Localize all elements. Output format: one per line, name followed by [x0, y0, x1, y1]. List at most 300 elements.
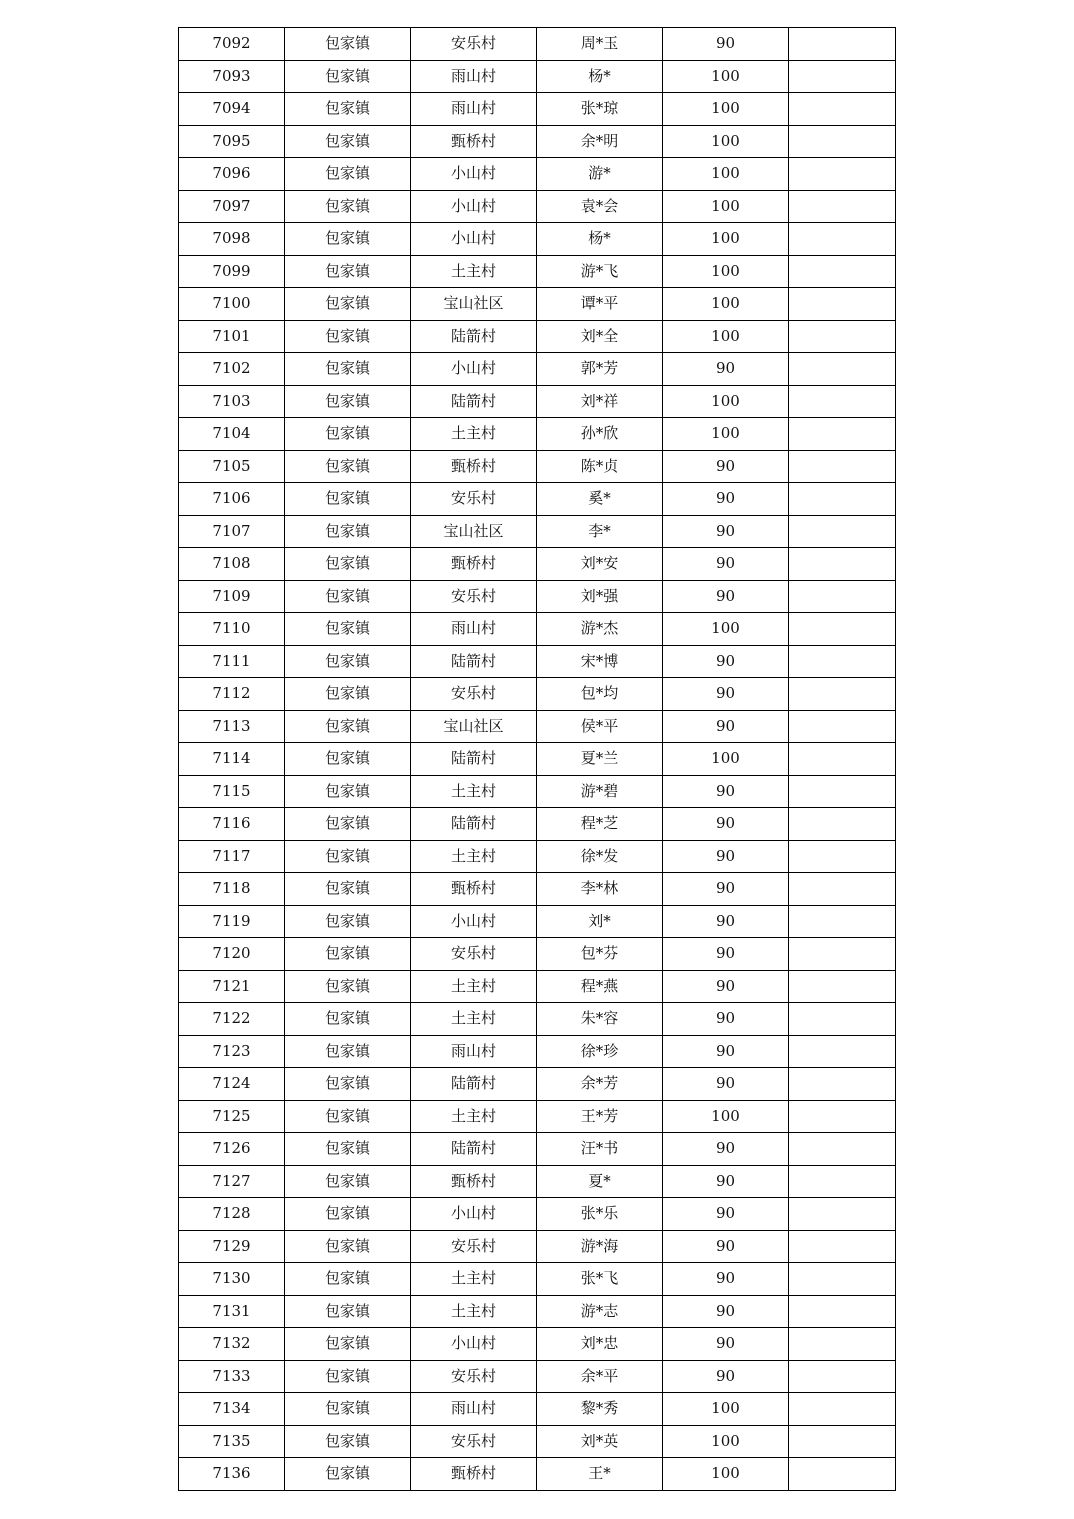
- name-cell: 刘*祥: [537, 385, 663, 418]
- amount-cell: 90: [663, 645, 789, 678]
- town-cell: 包家镇: [285, 645, 411, 678]
- table-row: [179, 288, 896, 321]
- amount-cell: 100: [663, 158, 789, 191]
- village-cell: 小山村: [411, 1328, 537, 1361]
- name-cell: 袁*会: [537, 190, 663, 223]
- town-cell: 包家镇: [285, 93, 411, 126]
- table-row: [179, 1263, 896, 1296]
- village-cell: 安乐村: [411, 28, 537, 61]
- town-cell: 包家镇: [285, 353, 411, 386]
- note-cell: [789, 190, 896, 223]
- town-cell: 包家镇: [285, 970, 411, 1003]
- town-cell: 包家镇: [285, 1100, 411, 1133]
- town-cell: 包家镇: [285, 1068, 411, 1101]
- note-cell: [789, 1100, 896, 1133]
- amount-cell: 90: [663, 1068, 789, 1101]
- name-cell: 张*乐: [537, 1198, 663, 1231]
- town-cell: 包家镇: [285, 1458, 411, 1491]
- serial-number-cell: 7103: [179, 385, 285, 418]
- name-cell: 谭*平: [537, 288, 663, 321]
- table-row: [179, 1035, 896, 1068]
- name-cell: 包*均: [537, 678, 663, 711]
- village-cell: 宝山社区: [411, 710, 537, 743]
- town-cell: 包家镇: [285, 840, 411, 873]
- town-cell: 包家镇: [285, 775, 411, 808]
- village-cell: 小山村: [411, 1198, 537, 1231]
- table-row: [179, 710, 896, 743]
- table-row: [179, 743, 896, 776]
- amount-cell: 90: [663, 1165, 789, 1198]
- name-cell: 孙*欣: [537, 418, 663, 451]
- town-cell: 包家镇: [285, 905, 411, 938]
- serial-number-cell: 7123: [179, 1035, 285, 1068]
- note-cell: [789, 1360, 896, 1393]
- note-cell: [789, 125, 896, 158]
- table-row: [179, 60, 896, 93]
- serial-number-cell: 7121: [179, 970, 285, 1003]
- serial-number-cell: 7111: [179, 645, 285, 678]
- village-cell: 土主村: [411, 1100, 537, 1133]
- serial-number-cell: 7104: [179, 418, 285, 451]
- town-cell: 包家镇: [285, 1133, 411, 1166]
- serial-number-cell: 7107: [179, 515, 285, 548]
- town-cell: 包家镇: [285, 1328, 411, 1361]
- village-cell: 陆箭村: [411, 1133, 537, 1166]
- amount-cell: 100: [663, 93, 789, 126]
- amount-cell: 100: [663, 223, 789, 256]
- note-cell: [789, 580, 896, 613]
- town-cell: 包家镇: [285, 1295, 411, 1328]
- table-row: [179, 678, 896, 711]
- serial-number-cell: 7093: [179, 60, 285, 93]
- note-cell: [789, 1393, 896, 1426]
- village-cell: 甄桥村: [411, 548, 537, 581]
- town-cell: 包家镇: [285, 320, 411, 353]
- table-row: [179, 353, 896, 386]
- town-cell: 包家镇: [285, 1165, 411, 1198]
- serial-number-cell: 7120: [179, 938, 285, 971]
- name-cell: 刘*忠: [537, 1328, 663, 1361]
- town-cell: 包家镇: [285, 808, 411, 841]
- town-cell: 包家镇: [285, 255, 411, 288]
- village-cell: 雨山村: [411, 1035, 537, 1068]
- serial-number-cell: 7129: [179, 1230, 285, 1263]
- table-row: [179, 905, 896, 938]
- serial-number-cell: 7116: [179, 808, 285, 841]
- name-cell: 游*海: [537, 1230, 663, 1263]
- name-cell: 李*: [537, 515, 663, 548]
- name-cell: 刘*安: [537, 548, 663, 581]
- note-cell: [789, 645, 896, 678]
- serial-number-cell: 7117: [179, 840, 285, 873]
- name-cell: 余*明: [537, 125, 663, 158]
- note-cell: [789, 938, 896, 971]
- table-row: [179, 1328, 896, 1361]
- note-cell: [789, 1328, 896, 1361]
- village-cell: 甄桥村: [411, 1458, 537, 1491]
- table-row: [179, 1295, 896, 1328]
- amount-cell: 100: [663, 288, 789, 321]
- town-cell: 包家镇: [285, 580, 411, 613]
- name-cell: 张*飞: [537, 1263, 663, 1296]
- note-cell: [789, 60, 896, 93]
- village-cell: 土主村: [411, 1003, 537, 1036]
- note-cell: [789, 808, 896, 841]
- amount-cell: 90: [663, 1230, 789, 1263]
- serial-number-cell: 7132: [179, 1328, 285, 1361]
- note-cell: [789, 353, 896, 386]
- serial-number-cell: 7130: [179, 1263, 285, 1296]
- serial-number-cell: 7134: [179, 1393, 285, 1426]
- town-cell: 包家镇: [285, 28, 411, 61]
- village-cell: 小山村: [411, 905, 537, 938]
- village-cell: 安乐村: [411, 1360, 537, 1393]
- amount-cell: 90: [663, 1328, 789, 1361]
- serial-number-cell: 7096: [179, 158, 285, 191]
- name-cell: 游*杰: [537, 613, 663, 646]
- note-cell: [789, 320, 896, 353]
- table-row: [179, 418, 896, 451]
- name-cell: 陈*贞: [537, 450, 663, 483]
- table-row: [179, 873, 896, 906]
- village-cell: 陆箭村: [411, 1068, 537, 1101]
- table-row: [179, 1165, 896, 1198]
- amount-cell: 90: [663, 710, 789, 743]
- village-cell: 土主村: [411, 255, 537, 288]
- town-cell: 包家镇: [285, 613, 411, 646]
- note-cell: [789, 158, 896, 191]
- village-cell: 陆箭村: [411, 385, 537, 418]
- name-cell: 程*燕: [537, 970, 663, 1003]
- table-row: [179, 613, 896, 646]
- village-cell: 宝山社区: [411, 515, 537, 548]
- amount-cell: 90: [663, 1263, 789, 1296]
- village-cell: 宝山社区: [411, 288, 537, 321]
- note-cell: [789, 1035, 896, 1068]
- table-row: [179, 93, 896, 126]
- note-cell: [789, 678, 896, 711]
- name-cell: 周*玉: [537, 28, 663, 61]
- serial-number-cell: 7094: [179, 93, 285, 126]
- table-row: [179, 938, 896, 971]
- village-cell: 小山村: [411, 223, 537, 256]
- name-cell: 奚*: [537, 483, 663, 516]
- table-row: [179, 840, 896, 873]
- amount-cell: 90: [663, 1133, 789, 1166]
- amount-cell: 90: [663, 1295, 789, 1328]
- table-row: [179, 125, 896, 158]
- note-cell: [789, 1295, 896, 1328]
- table-row: [179, 1133, 896, 1166]
- village-cell: 安乐村: [411, 1425, 537, 1458]
- village-cell: 甄桥村: [411, 450, 537, 483]
- name-cell: 徐*珍: [537, 1035, 663, 1068]
- village-cell: 陆箭村: [411, 743, 537, 776]
- amount-cell: 100: [663, 1425, 789, 1458]
- village-cell: 安乐村: [411, 678, 537, 711]
- serial-number-cell: 7101: [179, 320, 285, 353]
- table-row: [179, 970, 896, 1003]
- table-row: [179, 1198, 896, 1231]
- serial-number-cell: 7115: [179, 775, 285, 808]
- serial-number-cell: 7110: [179, 613, 285, 646]
- serial-number-cell: 7127: [179, 1165, 285, 1198]
- name-cell: 夏*: [537, 1165, 663, 1198]
- name-cell: 王*芳: [537, 1100, 663, 1133]
- table-row: [179, 775, 896, 808]
- amount-cell: 90: [663, 775, 789, 808]
- amount-cell: 90: [663, 1360, 789, 1393]
- town-cell: 包家镇: [285, 1360, 411, 1393]
- name-cell: 汪*书: [537, 1133, 663, 1166]
- amount-cell: 90: [663, 548, 789, 581]
- note-cell: [789, 743, 896, 776]
- name-cell: 包*芬: [537, 938, 663, 971]
- serial-number-cell: 7126: [179, 1133, 285, 1166]
- village-cell: 雨山村: [411, 613, 537, 646]
- name-cell: 刘*英: [537, 1425, 663, 1458]
- note-cell: [789, 483, 896, 516]
- note-cell: [789, 840, 896, 873]
- note-cell: [789, 418, 896, 451]
- amount-cell: 100: [663, 190, 789, 223]
- village-cell: 土主村: [411, 840, 537, 873]
- table-row: [179, 580, 896, 613]
- town-cell: 包家镇: [285, 190, 411, 223]
- village-cell: 安乐村: [411, 580, 537, 613]
- name-cell: 余*芳: [537, 1068, 663, 1101]
- serial-number-cell: 7095: [179, 125, 285, 158]
- note-cell: [789, 1133, 896, 1166]
- amount-cell: 90: [663, 1198, 789, 1231]
- note-cell: [789, 613, 896, 646]
- name-cell: 侯*平: [537, 710, 663, 743]
- town-cell: 包家镇: [285, 1263, 411, 1296]
- town-cell: 包家镇: [285, 1393, 411, 1426]
- amount-cell: 90: [663, 28, 789, 61]
- serial-number-cell: 7136: [179, 1458, 285, 1491]
- serial-number-cell: 7108: [179, 548, 285, 581]
- village-cell: 小山村: [411, 158, 537, 191]
- serial-number-cell: 7092: [179, 28, 285, 61]
- name-cell: 游*碧: [537, 775, 663, 808]
- village-cell: 甄桥村: [411, 125, 537, 158]
- note-cell: [789, 515, 896, 548]
- serial-number-cell: 7118: [179, 873, 285, 906]
- town-cell: 包家镇: [285, 125, 411, 158]
- note-cell: [789, 873, 896, 906]
- table-row: [179, 320, 896, 353]
- table-row: [179, 645, 896, 678]
- note-cell: [789, 970, 896, 1003]
- town-cell: 包家镇: [285, 743, 411, 776]
- name-cell: 程*芝: [537, 808, 663, 841]
- amount-cell: 90: [663, 873, 789, 906]
- village-cell: 甄桥村: [411, 873, 537, 906]
- serial-number-cell: 7113: [179, 710, 285, 743]
- serial-number-cell: 7105: [179, 450, 285, 483]
- town-cell: 包家镇: [285, 710, 411, 743]
- amount-cell: 100: [663, 125, 789, 158]
- town-cell: 包家镇: [285, 1425, 411, 1458]
- village-cell: 陆箭村: [411, 808, 537, 841]
- name-cell: 徐*发: [537, 840, 663, 873]
- table-row: [179, 158, 896, 191]
- name-cell: 王*: [537, 1458, 663, 1491]
- note-cell: [789, 28, 896, 61]
- amount-cell: 90: [663, 1035, 789, 1068]
- table-row: [179, 808, 896, 841]
- serial-number-cell: 7131: [179, 1295, 285, 1328]
- town-cell: 包家镇: [285, 158, 411, 191]
- town-cell: 包家镇: [285, 1198, 411, 1231]
- serial-number-cell: 7135: [179, 1425, 285, 1458]
- table-row: [179, 385, 896, 418]
- name-cell: 夏*兰: [537, 743, 663, 776]
- serial-number-cell: 7125: [179, 1100, 285, 1133]
- name-cell: 游*飞: [537, 255, 663, 288]
- note-cell: [789, 1003, 896, 1036]
- amount-cell: 100: [663, 1100, 789, 1133]
- name-cell: 游*志: [537, 1295, 663, 1328]
- note-cell: [789, 255, 896, 288]
- name-cell: 游*: [537, 158, 663, 191]
- amount-cell: 100: [663, 1393, 789, 1426]
- serial-number-cell: 7106: [179, 483, 285, 516]
- serial-number-cell: 7124: [179, 1068, 285, 1101]
- amount-cell: 90: [663, 678, 789, 711]
- note-cell: [789, 385, 896, 418]
- note-cell: [789, 450, 896, 483]
- note-cell: [789, 1198, 896, 1231]
- town-cell: 包家镇: [285, 938, 411, 971]
- amount-cell: 100: [663, 60, 789, 93]
- table-row: [179, 1360, 896, 1393]
- serial-number-cell: 7099: [179, 255, 285, 288]
- name-cell: 黎*秀: [537, 1393, 663, 1426]
- amount-cell: 90: [663, 938, 789, 971]
- village-cell: 雨山村: [411, 93, 537, 126]
- village-cell: 陆箭村: [411, 645, 537, 678]
- town-cell: 包家镇: [285, 385, 411, 418]
- table-row: [179, 1068, 896, 1101]
- amount-cell: 90: [663, 515, 789, 548]
- note-cell: [789, 905, 896, 938]
- name-cell: 李*林: [537, 873, 663, 906]
- table-row: [179, 1458, 896, 1491]
- village-cell: 土主村: [411, 418, 537, 451]
- village-cell: 安乐村: [411, 938, 537, 971]
- town-cell: 包家镇: [285, 418, 411, 451]
- note-cell: [789, 548, 896, 581]
- name-cell: 杨*: [537, 223, 663, 256]
- amount-cell: 100: [663, 418, 789, 451]
- name-cell: 刘*强: [537, 580, 663, 613]
- note-cell: [789, 1425, 896, 1458]
- town-cell: 包家镇: [285, 678, 411, 711]
- serial-number-cell: 7128: [179, 1198, 285, 1231]
- table-row: [179, 548, 896, 581]
- note-cell: [789, 1068, 896, 1101]
- village-cell: 雨山村: [411, 1393, 537, 1426]
- village-cell: 甄桥村: [411, 1165, 537, 1198]
- table-row: [179, 255, 896, 288]
- table-row: [179, 450, 896, 483]
- name-cell: 张*琼: [537, 93, 663, 126]
- serial-number-cell: 7109: [179, 580, 285, 613]
- amount-cell: 90: [663, 1003, 789, 1036]
- note-cell: [789, 1165, 896, 1198]
- serial-number-cell: 7114: [179, 743, 285, 776]
- town-cell: 包家镇: [285, 223, 411, 256]
- table-row: [179, 515, 896, 548]
- serial-number-cell: 7102: [179, 353, 285, 386]
- name-cell: 刘*全: [537, 320, 663, 353]
- town-cell: 包家镇: [285, 1003, 411, 1036]
- name-cell: 余*平: [537, 1360, 663, 1393]
- amount-cell: 90: [663, 905, 789, 938]
- amount-cell: 100: [663, 1458, 789, 1491]
- town-cell: 包家镇: [285, 1230, 411, 1263]
- town-cell: 包家镇: [285, 515, 411, 548]
- name-cell: 朱*容: [537, 1003, 663, 1036]
- roster-table-body: [179, 28, 896, 1491]
- town-cell: 包家镇: [285, 60, 411, 93]
- note-cell: [789, 710, 896, 743]
- village-cell: 土主村: [411, 1263, 537, 1296]
- town-cell: 包家镇: [285, 288, 411, 321]
- table-row: [179, 483, 896, 516]
- note-cell: [789, 1263, 896, 1296]
- amount-cell: 100: [663, 613, 789, 646]
- table-row: [179, 1003, 896, 1036]
- roster-table: [178, 27, 896, 1491]
- table-row: [179, 28, 896, 61]
- table-row: [179, 1100, 896, 1133]
- village-cell: 小山村: [411, 190, 537, 223]
- town-cell: 包家镇: [285, 450, 411, 483]
- note-cell: [789, 1230, 896, 1263]
- name-cell: 刘*: [537, 905, 663, 938]
- amount-cell: 90: [663, 353, 789, 386]
- note-cell: [789, 223, 896, 256]
- table-row: [179, 1230, 896, 1263]
- serial-number-cell: 7097: [179, 190, 285, 223]
- name-cell: 杨*: [537, 60, 663, 93]
- table-row: [179, 190, 896, 223]
- village-cell: 土主村: [411, 775, 537, 808]
- note-cell: [789, 288, 896, 321]
- serial-number-cell: 7100: [179, 288, 285, 321]
- amount-cell: 90: [663, 808, 789, 841]
- name-cell: 宋*博: [537, 645, 663, 678]
- amount-cell: 90: [663, 580, 789, 613]
- town-cell: 包家镇: [285, 548, 411, 581]
- amount-cell: 90: [663, 450, 789, 483]
- village-cell: 土主村: [411, 970, 537, 1003]
- amount-cell: 100: [663, 385, 789, 418]
- town-cell: 包家镇: [285, 1035, 411, 1068]
- note-cell: [789, 93, 896, 126]
- table-row: [179, 223, 896, 256]
- serial-number-cell: 7098: [179, 223, 285, 256]
- village-cell: 陆箭村: [411, 320, 537, 353]
- note-cell: [789, 1458, 896, 1491]
- amount-cell: 100: [663, 743, 789, 776]
- serial-number-cell: 7119: [179, 905, 285, 938]
- table-row: [179, 1393, 896, 1426]
- note-cell: [789, 775, 896, 808]
